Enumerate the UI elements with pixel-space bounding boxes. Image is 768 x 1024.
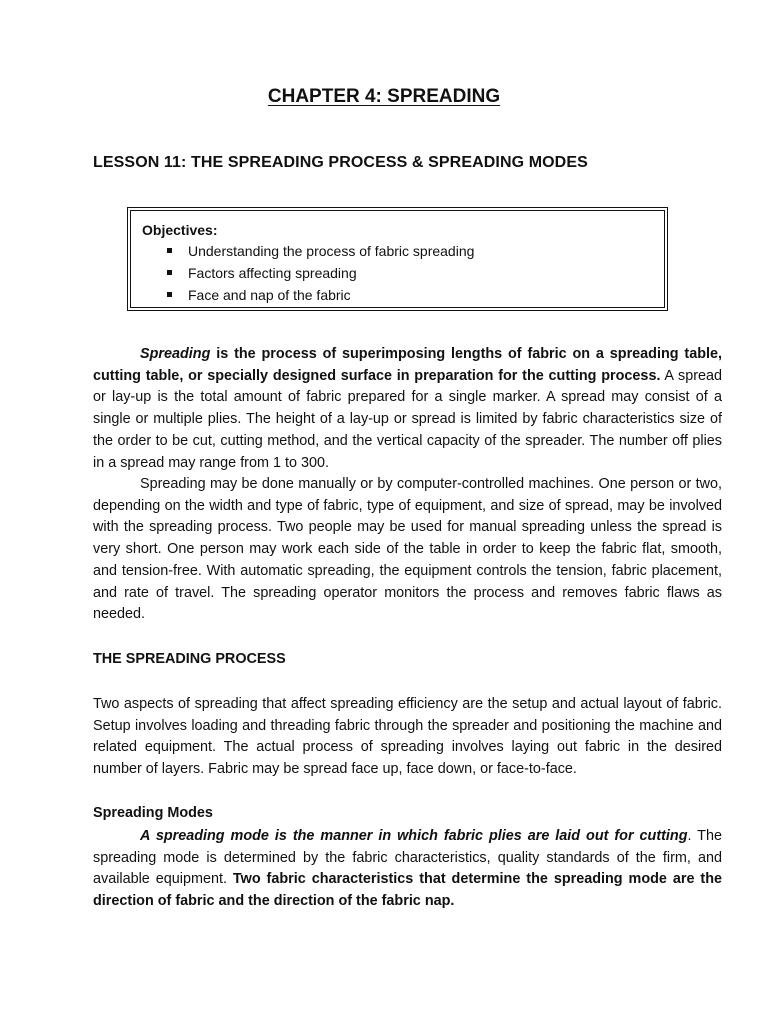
chapter-title: CHAPTER 4: SPREADING	[267, 86, 501, 107]
objectives-list	[142, 240, 664, 306]
paragraph-spreading-process: Two aspects of spreading that affect spreading efficiency are the setup and actual layout of fabric. Setup involves loading and threading fabric through the spreader and positioning the machine and related equipment. The actual process of spreading involves laying out fabric in the desired number of layers. Fabric may be spread face up, face down, or face-to-face.	[93, 696, 722, 778]
paragraph-manual-automatic: Spreading may be done manually or by computer-controlled machines. One person or two, depending on the width and type of fabric, type of equipment, and size of spread, may be involved with the spreading process. Two people may be used for manual spreading unless the spread is very short. One person may work each side of the table in order to keep the fabric flat, smooth, and tension-free. With automatic spreading, the equipment controls the tension, fabric placement, and rate of travel. The spreading operator monitors the process and removes fabric flaws as needed.	[93, 476, 722, 623]
square-bullet-icon	[167, 248, 172, 253]
spreading-mode-definition: A spreading mode is the manner in which fabric plies are laid out for cutting	[140, 828, 688, 844]
heading-spreading-process: THE SPREADING PROCESS	[93, 651, 286, 667]
paragraph-spreading-modes: A spreading mode is the manner in which fabric plies are laid out for cutting. The spreading mode is determined by the fabric characteristics, quality standards of the firm, and available equipment. Two fabric characteristics that determine the spreading mode are the direction of fabric and the direction of the fabric nap.	[93, 828, 722, 910]
square-bullet-icon	[167, 292, 172, 297]
spreading-details: A spread or lay-up is the total amount of fabric prepared for a single marker. A spread may consist of a single or multiple plies. The height of a lay-up or spread is limited by fabric characteristics size of the order to be cut, cutting method, and the vertical capacity of the spreader. The number off plies in a spread may range from 1 to 300.	[93, 367, 723, 471]
spreading-definition: is the process of superimposing lengths of fabric on a spreading table, cutting table, or specially designed surface in preparation for the cutting process.	[93, 346, 722, 384]
heading-spreading-modes: Spreading Modes	[93, 805, 213, 821]
spreading-term: Spreading	[140, 346, 211, 362]
spreading-mode-characteristics: Two fabric characteristics that determine the spreading mode are the direction of fabric and the direction of the fabric nap.	[93, 871, 722, 910]
paragraph-spreading-definition	[93, 344, 722, 474]
lesson-title: LESSON 11: THE SPREADING PROCESS & SPREADING MODES	[93, 154, 588, 171]
objectives-box	[127, 207, 668, 311]
square-bullet-icon	[167, 270, 172, 275]
objective-item: Understanding the process of fabric spreading	[142, 240, 664, 262]
objective-item: Face and nap of the fabric	[142, 284, 664, 306]
objectives-title: Objectives:	[142, 222, 218, 238]
objective-item: Factors affecting spreading	[142, 262, 664, 284]
objectives-box-inner	[130, 210, 665, 308]
